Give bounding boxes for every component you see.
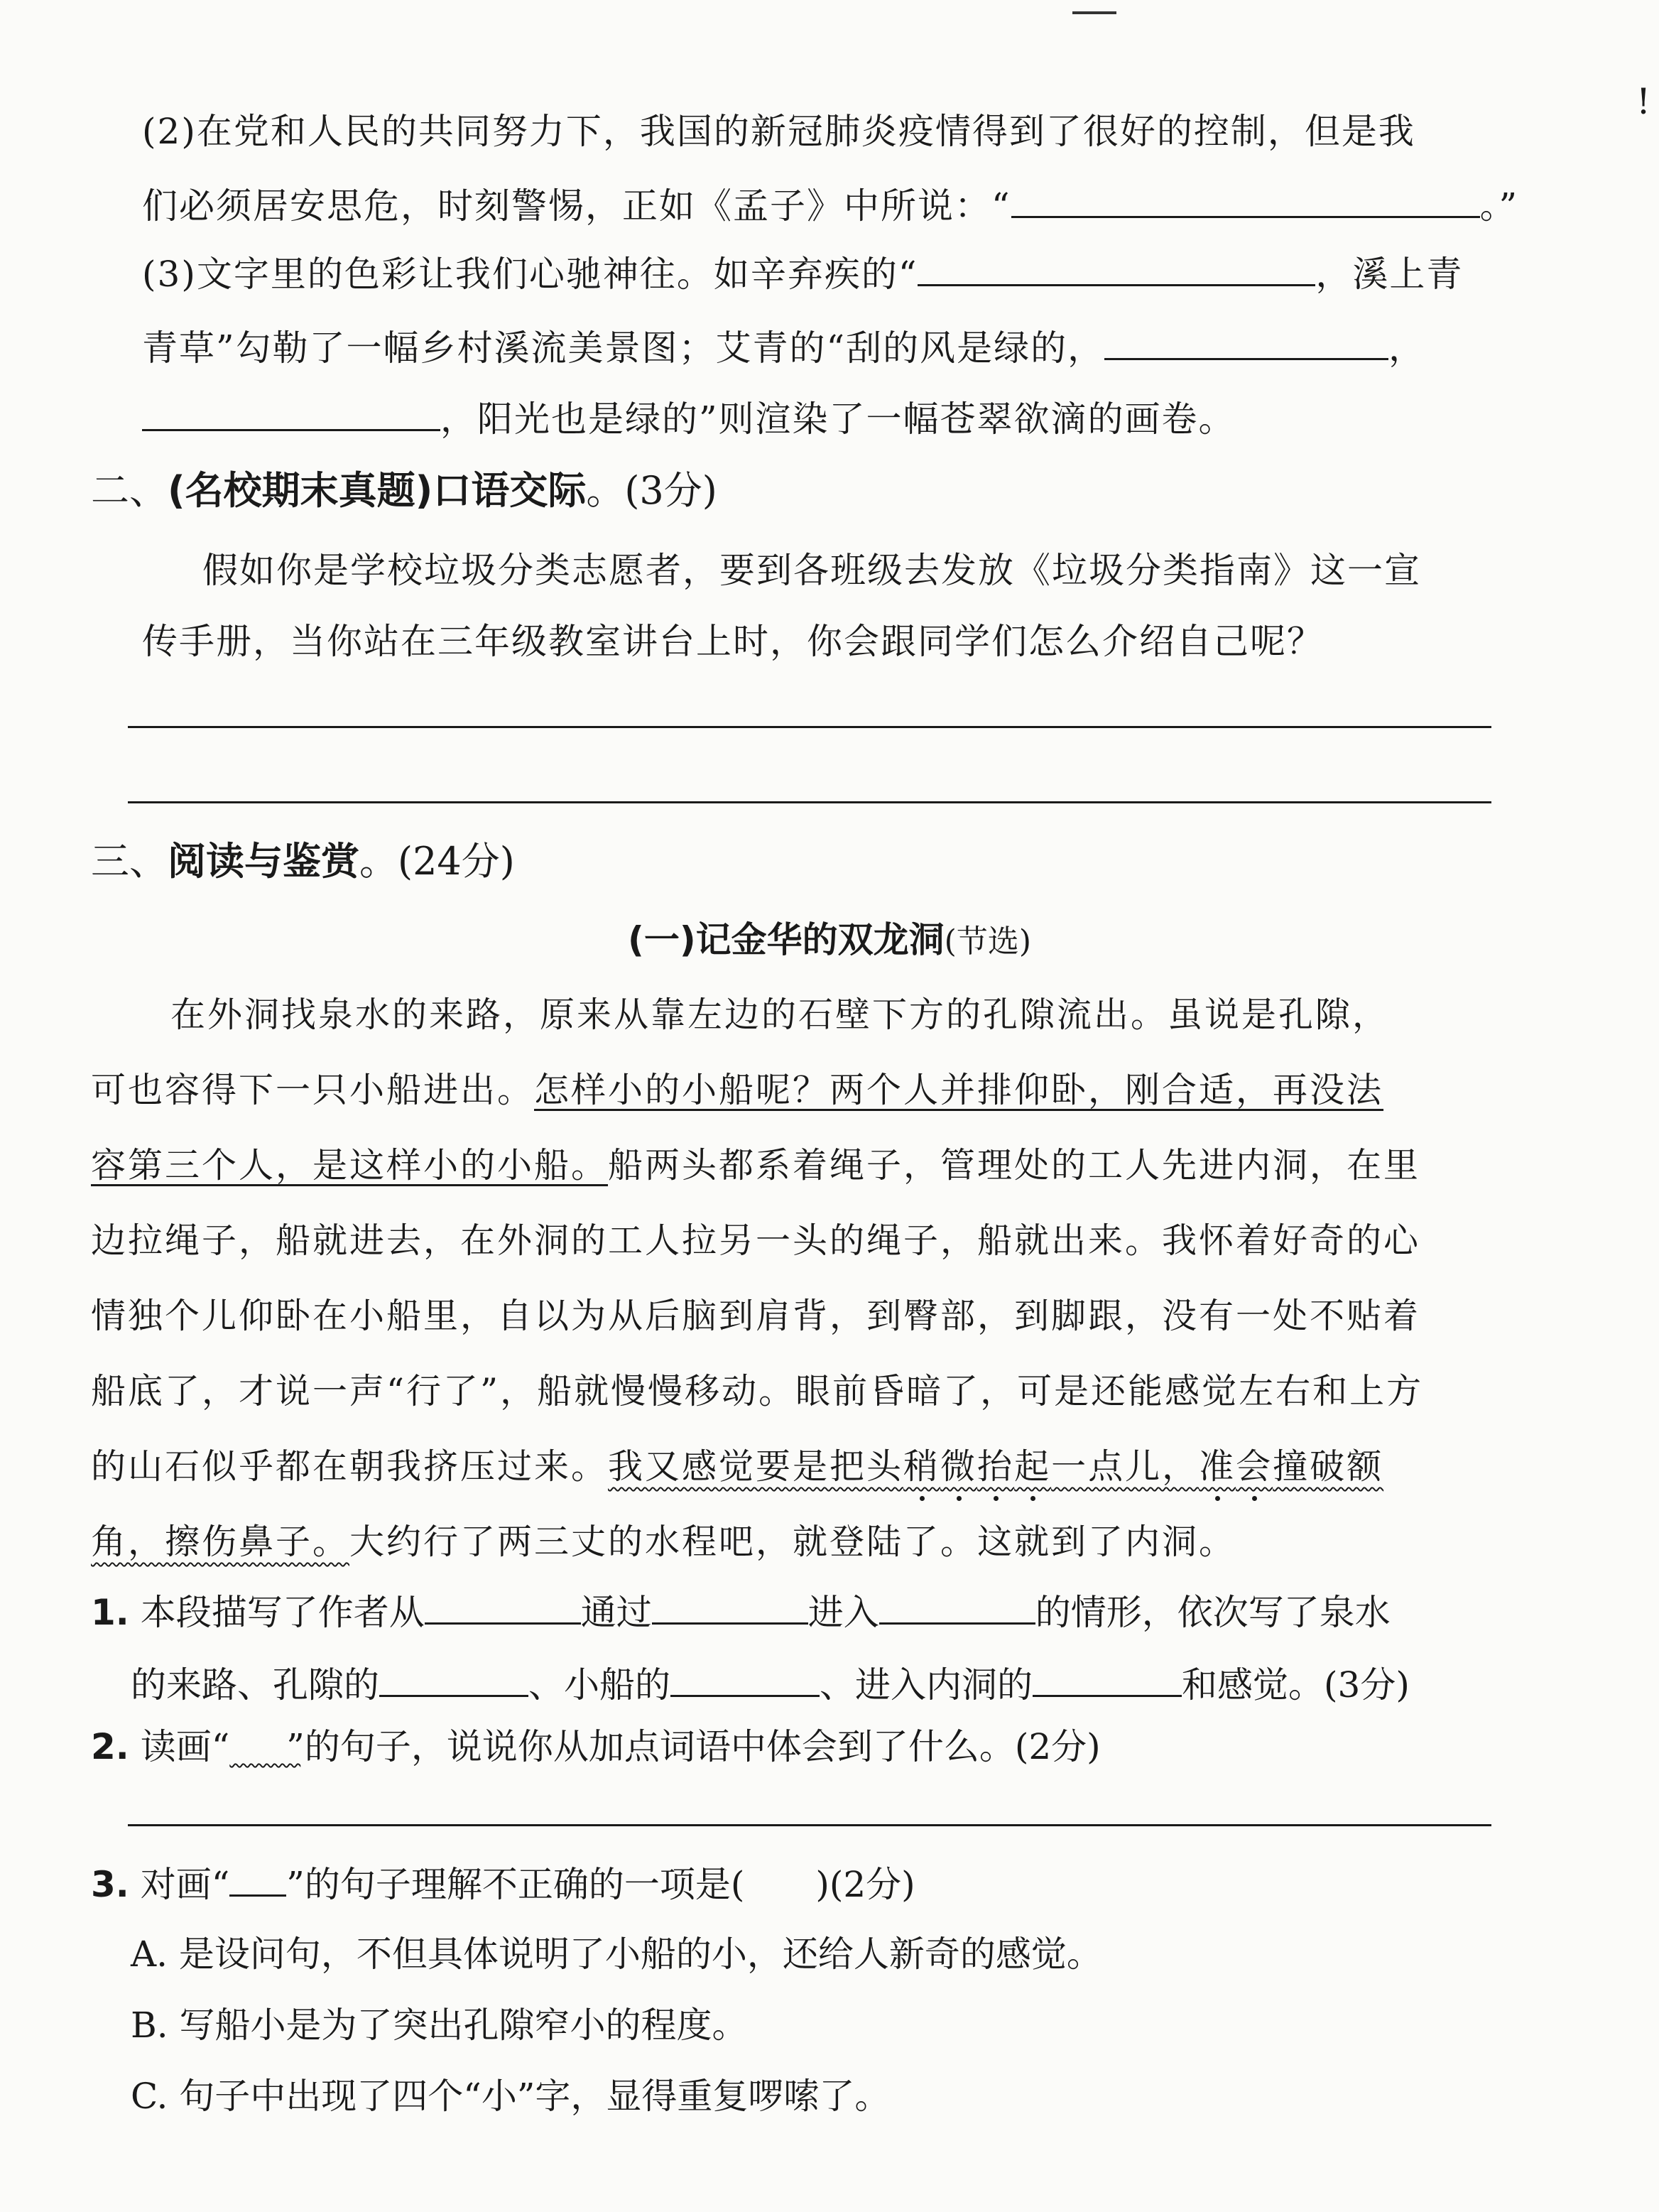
section-2-prompt-line2: 传手册，当你站在三年级教室讲台上时，你会跟同学们怎么介绍自己呢？ [142,621,1324,662]
item2-line2-text: 们必须居安思危，时刻警惕，正如《孟子》中所说：“ [142,185,1011,227]
question-1-number: 1. [91,1592,129,1633]
q1-text-e: 的来路、孔隙的 [131,1664,379,1706]
passage-line-3-plain: 船两头都系着绳子，管理处的工人先进内洞，在里 [608,1145,1421,1186]
wavy-text-c: 撞破额 [1273,1446,1384,1487]
dotted-char: 稍 [903,1446,941,1487]
wavy-text-a: 我又感觉要是把头 [608,1446,904,1487]
section-2-heading [91,466,717,516]
item2-line2 [142,182,1519,229]
top-edge-mark [1072,11,1116,14]
item3-line1-text: (3)文字里的色彩让我们心驰神往。如辛弃疾的“ [142,254,918,295]
q2-answer-line[interactable] [128,1824,1491,1826]
passage-title [0,916,1659,965]
question-2 [91,1723,1101,1770]
passage-line-1: 在外洞找泉水的来路，原来从靠左边的石壁下方的孔隙流出。虽说是孔隙， [170,994,1390,1035]
q3-text-a: 对画“ [140,1864,230,1905]
q1-blank-through[interactable] [652,1588,808,1625]
section-2-prompt-line1: 假如你是学校垃圾分类志愿者，要到各班级去发放《垃圾分类指南》这一宣 [202,550,1421,591]
fill-blank-ai-qing-2[interactable] [142,395,440,431]
passage-line-7-plain: 的山石似乎都在朝我挤压过来。 [91,1446,609,1487]
q1-blank-gap[interactable] [379,1661,528,1697]
section-2-title: (名校期末真题)口语交际 [168,468,587,513]
q1-text-g: 、进入内洞的 [820,1664,1033,1706]
dotted-char: 微 [940,1446,978,1487]
passage-line-2 [91,1067,1490,1114]
item3-line2-end: ， [1388,327,1426,369]
q1-blank-into[interactable] [879,1588,1035,1625]
question-2-number: 2. [91,1726,129,1767]
question-3-number: 3. [91,1864,129,1905]
fill-blank-ai-qing-1[interactable] [1104,324,1388,360]
item2-line2-end: 。” [1479,185,1519,227]
edge-mark: ! [1636,81,1651,122]
passage-title-text: (一)记金华的双龙洞 [627,919,945,960]
q1-text-d: 的情形，依次写了泉水 [1035,1592,1391,1633]
passage-line-8-plain: 大约行了两三丈的水程吧，就登陆了。这就到了内洞。 [349,1522,1236,1562]
question-1-line1 [91,1588,1391,1636]
passage-line-5: 情独个儿仰卧在小船里，自以为从后脑到肩背，到臀部，到脚跟，没有一处不贴着 [91,1296,1421,1336]
passage-line-6: 船底了，才说一声“行了”，船就慢慢移动。眼前昏暗了，可是还能感觉左右和上方 [91,1371,1424,1411]
passage-line-8 [91,1519,1490,1566]
passage-line-3 [91,1142,1490,1189]
straight-line-sample [229,1866,286,1897]
q1-text-b: 通过 [580,1592,652,1633]
dotted-char: 起 [1014,1446,1052,1487]
q3-text-c: )(2分) [815,1864,915,1905]
wavy-sentence-part2: 角，擦伤鼻子。 [91,1522,350,1562]
q1-blank-from[interactable] [425,1588,581,1625]
passage-line-7 [91,1443,1490,1490]
q1-blank-inner[interactable] [1033,1661,1182,1697]
item3-line3-text: ，阳光也是绿的”则渲染了一幅苍翠欲滴的画卷。 [440,399,1236,440]
item3-line1 [142,250,1489,298]
item3-line2-text: 青草”勾勒了一幅乡村溪流美景图；艾青的“刮的风是绿的， [142,327,1105,369]
q1-text-a: 本段描写了作者从 [140,1592,425,1633]
item3-line2 [142,324,1489,372]
wavy-line-sample [229,1723,286,1770]
q1-blank-boat[interactable] [670,1661,820,1697]
answer-line-2[interactable] [128,801,1491,803]
passage-line-2-plain: 可也容得下一只小船进出。 [91,1070,535,1110]
section-3-heading [91,837,515,887]
section-3-number: 三、 [91,839,168,884]
section-2-score: 。(3分) [586,468,717,513]
section-3-title: 阅读与鉴赏 [168,839,359,884]
q2-text-a: 读画“ [140,1726,230,1767]
q1-text-h: 和感觉。(3分) [1182,1664,1410,1706]
passage-title-note: (节选) [944,923,1032,960]
item3-line3 [142,395,1489,443]
underlined-sentence-part1: 怎样小的小船呢？两个人并排仰卧，刚合适，再没法 [534,1070,1384,1110]
option-a[interactable]: A. 是设问句，不但具体说明了小船的小，还给人新奇的感觉。 [131,1934,1102,1975]
q1-text-c: 进入 [807,1592,879,1633]
dotted-char: 准 [1199,1446,1236,1487]
underlined-sentence-part2: 容第三个人，是这样小的小船。 [91,1145,609,1186]
wavy-sentence-part1 [608,1446,1383,1487]
q2-text-b: ”的句子，说说你从加点词语中体会到了什么。(2分) [286,1726,1101,1767]
option-c[interactable]: C. 句子中出现了四个“小”字，显得重复啰嗦了。 [131,2076,891,2117]
question-1-line2 [131,1661,1410,1708]
item3-line1-end: ，溪上青 [1315,254,1464,295]
option-b[interactable]: B. 写船小是为了突出孔隙窄小的程度。 [131,2005,748,2046]
answer-line-1[interactable] [128,726,1491,728]
dotted-char: 抬 [977,1446,1015,1487]
item2-line1: (2)在党和人民的共同努力下，我国的新冠肺炎疫情得到了很好的控制，但是我 [142,111,1415,152]
question-3 [91,1861,915,1908]
q3-text-b: ”的句子理解不正确的一项是( [286,1864,745,1905]
section-2-number: 二、 [91,468,168,513]
passage-line-4: 边拉绳子，船就进去，在外洞的工人拉另一头的绳子，船就出来。我怀着好奇的心 [91,1220,1421,1261]
dotted-char: 会 [1236,1446,1273,1487]
fill-blank-mencius[interactable] [1011,182,1480,218]
q1-text-f: 、小船的 [528,1664,670,1706]
section-3-score: 。(24分) [359,839,515,884]
wavy-text-b: 一点儿， [1051,1446,1200,1487]
fill-blank-xin-qiji[interactable] [918,250,1315,286]
